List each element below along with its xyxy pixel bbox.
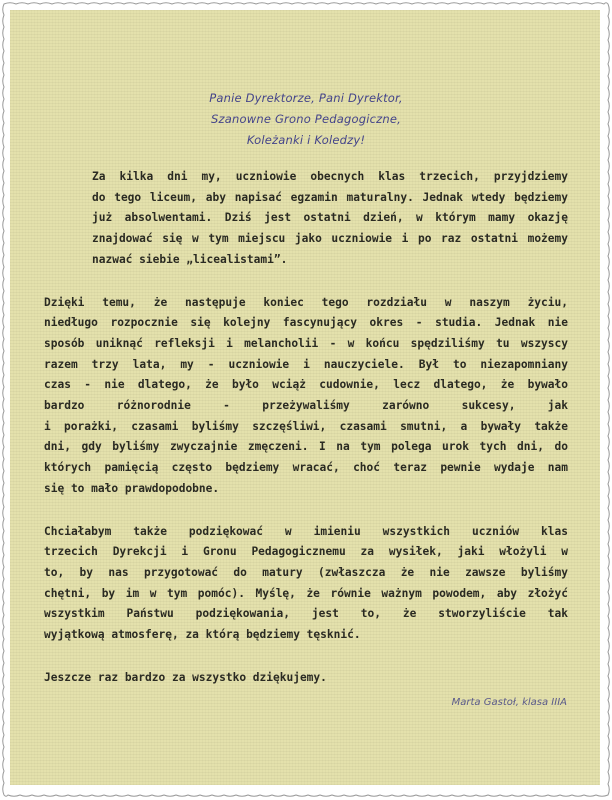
greeting-line-1: Panie Dyrektorze, Pani Dyrektor,	[209, 91, 403, 105]
greeting-line-2: Szanowne Grono Pedagogiczne,	[211, 112, 401, 126]
signature: Marta Gastoł, klasa IIIA	[451, 697, 567, 708]
text-line: to, by nas przygotować do matury (zwłaszcza że nie zawsze byliśmy	[44, 565, 568, 579]
text-line: już absolwentami. Dziś jest ostatni dzień, w którym mamy okazję	[92, 211, 568, 225]
text-line: dni, gdy byliśmy zwyczajnie zmęczeni. I na tym polega urok tych dni, do	[44, 440, 568, 454]
text-line: czas - nie dlatego, że było wciąż cudownie, lecz dlatego, że bywało	[44, 378, 568, 392]
text-line: Jeszcze raz bardzo za wszystko dziękujemy.	[44, 670, 327, 684]
text-line: sposób uniknąć refleksji i melancholii - w końcu spędziliśmy tu wszyscy	[44, 336, 568, 350]
letter-body	[44, 167, 568, 710]
text-line: wyjątkową atmosferę, za którą będziemy tęsknić.	[44, 628, 361, 642]
text-line: Za kilka dni my, uczniowie obecnych klas trzecich, przyjdziemy	[92, 170, 568, 183]
paragraph-3	[44, 522, 568, 646]
text-line: niedługo rozpocznie się kolejny fascynujący okres - studia. Jednak nie	[44, 316, 568, 330]
text-line: Dzięki temu, że następuje koniec tego rozdziału w naszym życiu,	[44, 295, 568, 309]
text-line: trzecich Dyrekcji i Gronu Pedagogicznemu za wysiłek, jaki włożyli w	[44, 545, 568, 559]
text-line: razem trzy lata, my - uczniowie i nauczyciele. Był to niezapomniany	[44, 357, 568, 371]
text-line: nazwać siebie „licealistami”.	[92, 252, 288, 266]
text-line: i porażki, czasami byliśmy szczęśliwi, czasami smutni, a bywały także	[44, 419, 568, 433]
text-line: wszystkim Państwu podziękowania, jest to, że stworzyliście tak	[44, 607, 568, 621]
text-line: bardzo różnorodnie - przeżywaliśmy zarówno sukcesy, jak	[44, 399, 568, 413]
paragraph-2	[44, 293, 568, 500]
text-line: się to mało prawdopodobne.	[44, 481, 220, 495]
text-line: których pamięcią często będziemy wracać, choć teraz pewnie wydaje nam	[44, 461, 568, 475]
greeting-line-3: Koleżanki i Koledzy!	[246, 133, 366, 147]
text-line: Chciałabym także podziękować w imieniu wszystkich uczniów klas	[44, 524, 568, 538]
text-line: chętni, by im w tym pomóc). Myślę, że równie ważnym powodem, aby złożyć	[44, 586, 568, 600]
paragraph-1	[44, 167, 568, 271]
greeting-block	[0, 88, 612, 151]
text-line: znajdować się w tym miejscu jako uczniowie i po raz ostatni możemy	[92, 232, 568, 246]
paragraph-4	[44, 668, 568, 689]
text-line: do tego liceum, aby napisać egzamin maturalny. Jednak wtedy będziemy	[92, 190, 568, 204]
